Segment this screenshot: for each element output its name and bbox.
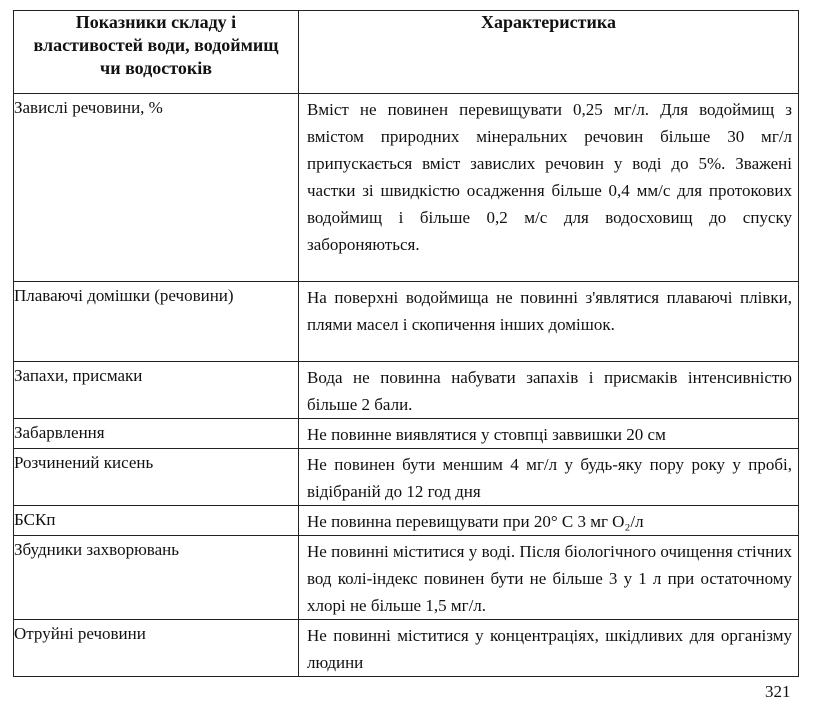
desc-cell: Вода не повинна набувати запахів і присмаків інтенсивністю більше 2 бали. [299,362,799,419]
param-cell: Розчинений кисень [14,449,299,506]
table-row [14,94,799,282]
table-row [14,282,799,362]
param-cell: Запахи, присмаки [14,362,299,419]
param-cell: Завислі речовини, % [14,94,299,282]
desc-cell: Вміст не повинен перевищувати 0,25 мг/л. Для водоймищ з вмістом природних мінеральних речовин більше 30 мг/л припускається вміст завислих речовин у воді до 5%. Зважені частки зі швидкістю осадження більше 0,4 мм/с для протокових водоймищ і більше 0,2 м/с для водосховищ до спуску забороняються. [299,94,799,282]
table-row [14,506,799,536]
param-cell: БСКп [14,506,299,536]
desc-cell: Не повинне виявлятися у стовпці заввишки 20 см [299,419,799,449]
param-cell: Збудники захворювань [14,536,299,620]
table-row [14,536,799,620]
table-row [14,620,799,677]
param-cell: Отруйні речовини [14,620,299,677]
header-parameter: Показники складу і властивостей води, водоймищ чи водостоків [14,11,299,94]
water-quality-table [13,10,799,677]
table-header-row [14,11,799,94]
desc-cell: Не повинні міститися у концентраціях, шкідливих для організму людини [299,620,799,677]
desc-cell: Не повинні міститися у воді. Після біологічного очищення стічних вод колі-індекс повинен бути не більше 3 у 1 л при остаточному хлорі не більше 1,5 мг/л. [299,536,799,620]
table-row [14,362,799,419]
desc-cell: На поверхні водоймища не повинні з'являтися плаваючі плівки, плями масел і скопичення інших домішок. [299,282,799,362]
table-row [14,419,799,449]
param-cell: Плаваючі домішки (речовини) [14,282,299,362]
table-row [14,449,799,506]
page-number: 321 [765,682,791,701]
param-cell: Забарвлення [14,419,299,449]
desc-cell: Не повинен бути меншим 4 мг/л у будь-яку пору року у пробі, відібраній до 12 год дня [299,449,799,506]
desc-cell: Не повинна перевищувати при 20° С 3 мг O₂/л [299,506,799,536]
header-characteristic: Характеристика [299,11,799,94]
